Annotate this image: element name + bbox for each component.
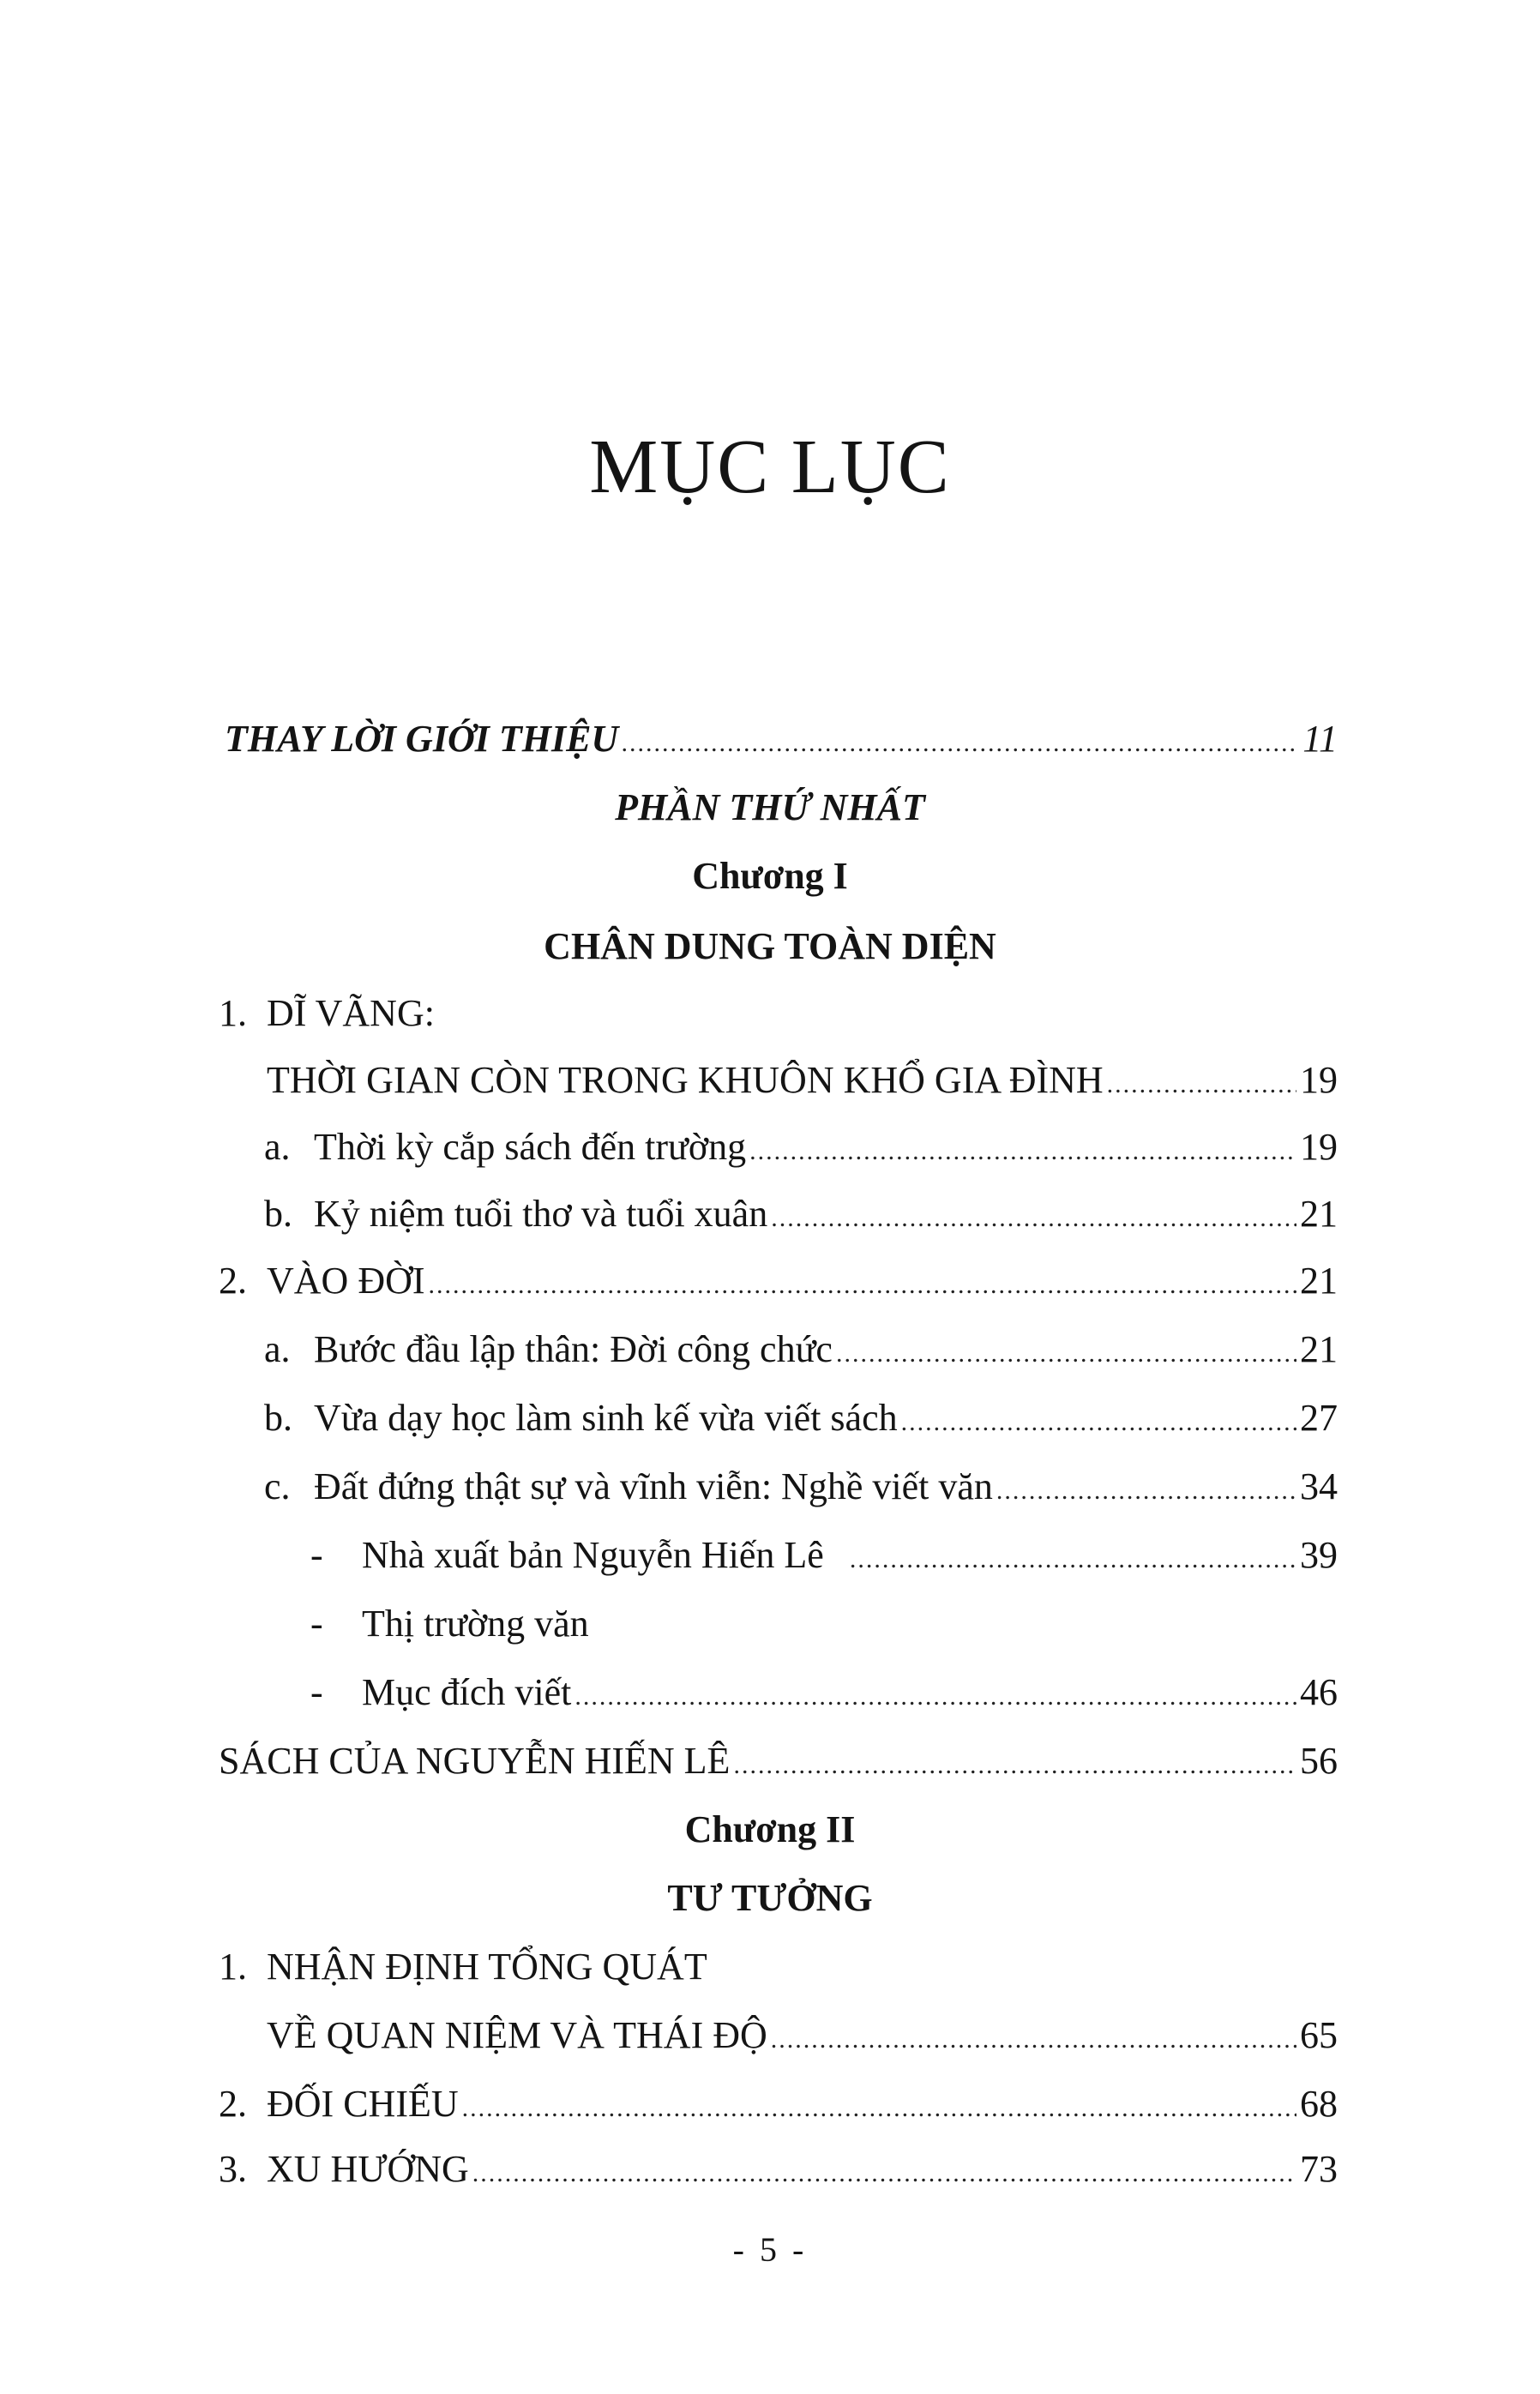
toc-entry-number: b. [264,1193,292,1235]
toc-entry-label: Thị trường văn [362,1603,589,1645]
toc-entry-label: ĐỐI CHIẾU [267,2083,459,2125]
toc-entry-label: Nhà xuất bản Nguyễn Hiến Lê [362,1534,824,1576]
toc-entry-page: 39 [1300,1534,1338,1576]
toc-entry-heading [219,1948,707,1986]
chapter-title: CHÂN DUNG TOÀN DIỆN [544,925,996,967]
toc-entry-label: THAY LỜI GIỚI THIỆU [225,718,619,760]
toc-entry [219,2150,1338,2188]
toc-entry-bullet: - [310,1603,323,1645]
toc-entry-number: 1. [219,992,247,1034]
toc-leader-dots [850,1547,1296,1573]
toc-entry-page: 21 [1300,1193,1338,1235]
toc-entry-label: Đất đứng thật sự và vĩnh viễn: Nghề viết văn [314,1465,993,1507]
toc-entry [264,1328,1338,1370]
toc-entry [310,1605,589,1643]
toc-entry-page: 27 [1300,1397,1338,1439]
toc-leader-dots [622,731,1299,756]
toc-entry-label: NHẬN ĐỊNH TỔNG QUÁT [267,1946,707,1988]
toc-leader-dots [836,1341,1296,1367]
toc-entry-number: a. [264,1126,291,1168]
toc-leader-dots [771,2027,1296,2053]
toc-entry [267,1059,1338,1101]
toc-entry-page: 68 [1300,2083,1338,2125]
toc-entry [219,1262,1338,1300]
toc-entry-number: 2. [219,1260,247,1302]
toc-entry-page: 65 [1300,2014,1338,2056]
toc-entry-intro [225,720,1338,758]
toc-entry-label: VỀ QUAN NIỆM VÀ THÁI ĐỘ [267,2014,767,2056]
toc-entry [310,1671,1338,1713]
toc-entry-label: Bước đầu lập thân: Đời công chức [314,1328,833,1370]
toc-entry-label: THỜI GIAN CÒN TRONG KHUÔN KHỔ GIA ĐÌNH [267,1059,1104,1101]
toc-leader-dots [996,1478,1296,1504]
toc-entry-label: Kỷ niệm tuổi thơ và tuổi xuân [314,1193,768,1235]
footer-page-number: - 5 - [732,2230,808,2269]
page-title: MỤC LỤC [589,424,951,509]
toc-entry [264,1399,1338,1437]
toc-entry-number: b. [264,1397,292,1439]
toc-entry-bullet: - [310,1671,323,1713]
toc-entry-label: Vừa dạy học làm sinh kế vừa viết sách [314,1397,898,1439]
toc-leader-dots [901,1410,1296,1435]
toc-leader-dots [733,1753,1296,1778]
toc-entry [264,1195,1338,1233]
toc-entry-bullet: - [310,1534,323,1576]
toc-leader-dots [771,1206,1296,1231]
toc-entry [267,2014,1338,2056]
toc-entry-page: 73 [1300,2148,1338,2190]
toc-leader-dots [429,1272,1296,1298]
toc-entry-number: 1. [219,1946,247,1988]
toc-leader-dots [574,1684,1296,1710]
toc-leader-dots [749,1139,1296,1164]
toc-entry [264,1465,1338,1507]
toc-entry-label: DĨ VÃNG: [267,992,435,1034]
toc-entry-label: Mục đích viết [362,1671,572,1713]
toc-entry-label: SÁCH CỦA NGUYỄN HIẾN LÊ [219,1740,731,1782]
chapter-heading: Chương I [692,855,848,897]
toc-entry [219,2085,1338,2123]
toc-entry-page: 21 [1300,1260,1338,1302]
toc-entry-page: 19 [1300,1126,1338,1168]
toc-entry-label: XU HƯỚNG [267,2148,469,2190]
toc-leader-dots [472,2161,1296,2186]
toc-entry-label: Thời kỳ cắp sách đến trường [314,1126,747,1168]
toc-entry-number: a. [264,1328,291,1370]
toc-entry-page: 21 [1300,1328,1338,1370]
toc-entry [219,1742,1338,1780]
toc-entry-heading [219,992,435,1034]
toc-entry-page: 34 [1300,1465,1338,1507]
toc-entry-page: 56 [1300,1740,1338,1782]
toc-entry-number: c. [264,1465,291,1507]
toc-entry-page: 19 [1300,1059,1338,1101]
toc-entry [264,1128,1338,1166]
toc-entry-page: 11 [1302,718,1338,760]
toc-entry [310,1534,1338,1576]
toc-leader-dots [1107,1072,1296,1098]
toc-entry-number: 2. [219,2083,247,2125]
part-heading: PHẦN THỨ NHẤT [615,786,925,828]
chapter-title: TƯ TƯỞNG [667,1877,873,1919]
toc-entry-label: VÀO ĐỜI [267,1260,425,1302]
chapter-heading: Chương II [684,1808,856,1850]
toc-entry-number: 3. [219,2148,247,2190]
toc-leader-dots [462,2096,1296,2121]
toc-entry-page: 46 [1300,1671,1338,1713]
